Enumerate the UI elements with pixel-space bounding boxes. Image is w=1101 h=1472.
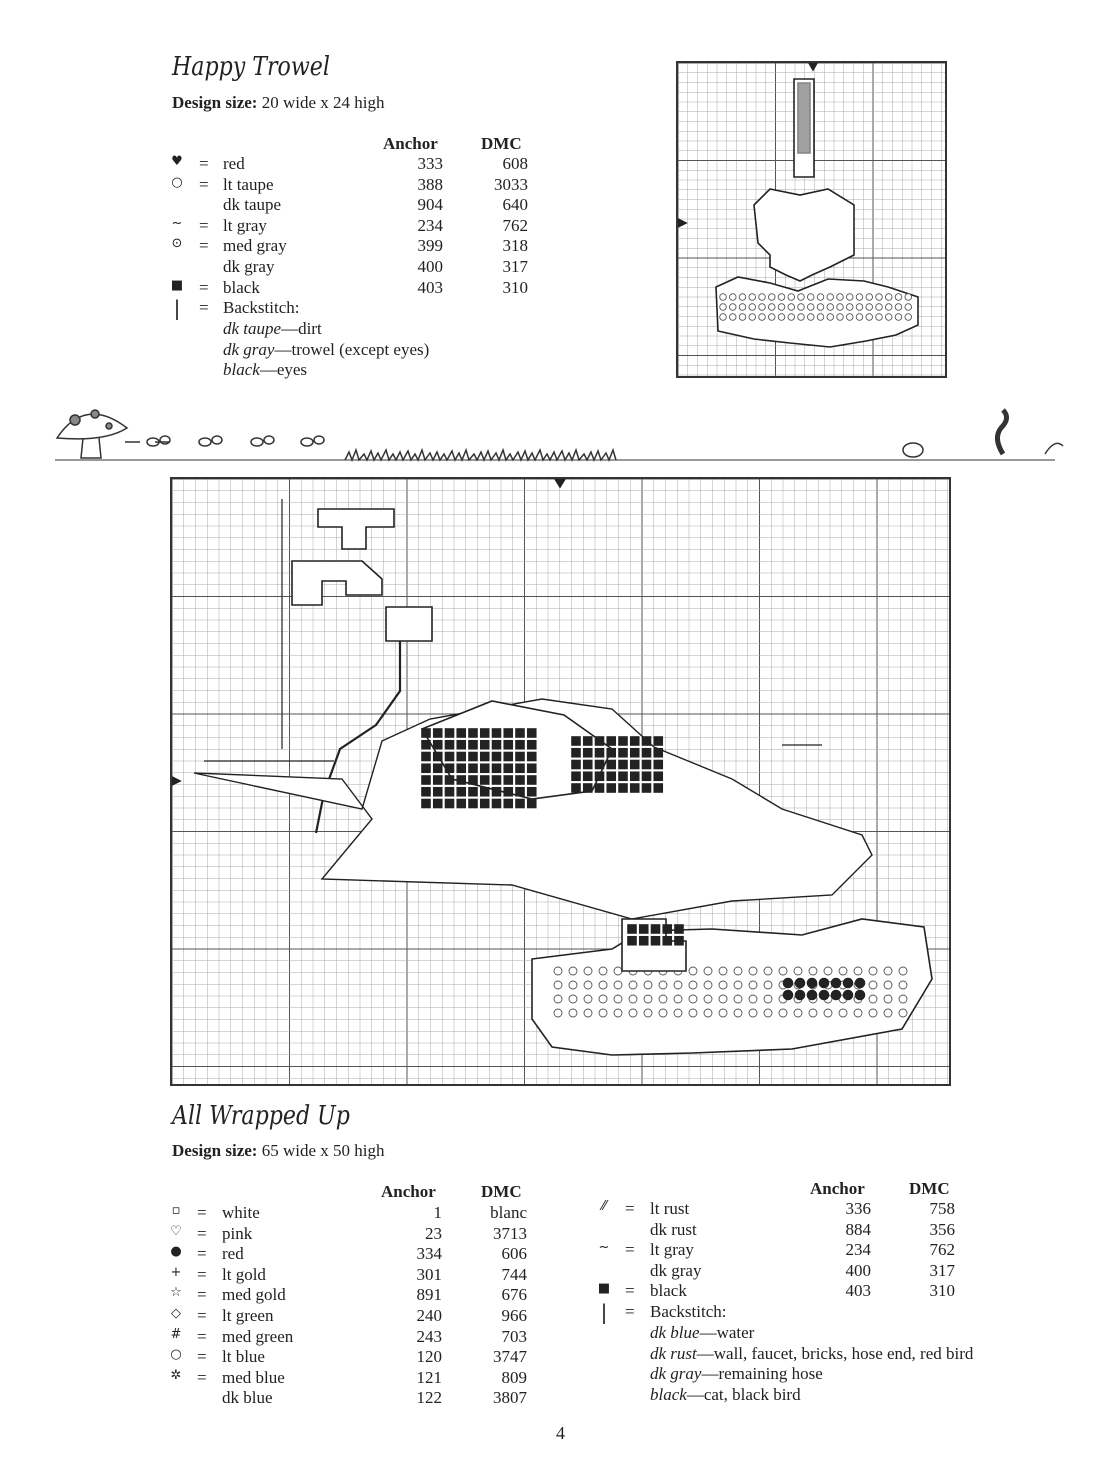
key-symbol-icon: ✲ <box>170 1367 182 1383</box>
key-color-name: black <box>650 1281 687 1301</box>
mushroom-stem-icon <box>81 438 101 458</box>
key-color-name: med blue <box>222 1367 285 1387</box>
key-color-name: dk gray <box>223 257 275 276</box>
key-color-name: pink <box>222 1223 253 1243</box>
wrapped-design-size <box>172 1141 385 1161</box>
key-color-name: red <box>223 154 245 173</box>
key-equals: = <box>625 1302 635 1321</box>
key-color-name: black <box>223 277 260 297</box>
worm-icon <box>997 410 1006 454</box>
page-number: 4 <box>556 1423 565 1443</box>
key-equals: = <box>197 1285 207 1305</box>
key-equals: = <box>197 1367 207 1387</box>
wrapped-chart-grid <box>172 479 949 1084</box>
key-anchor-number: 23 <box>425 1223 442 1243</box>
key-anchor-number: 234 <box>845 1240 871 1260</box>
mushroom-cap-icon <box>57 414 127 439</box>
key-equals: = <box>625 1199 635 1218</box>
backstitch-thread: black <box>650 1384 687 1404</box>
key-dmc-number: 762 <box>929 1240 955 1260</box>
key-symbol-icon: ■ <box>597 1281 611 1297</box>
key-symbol-icon: ♡ <box>170 1223 182 1239</box>
trowel-anchor-header: Anchor <box>383 134 438 153</box>
backstitch-thread: dk rust <box>650 1343 697 1363</box>
trowel-design-size <box>172 93 385 113</box>
key-dmc-number: 809 <box>501 1367 527 1387</box>
key-equals: = <box>197 1347 207 1367</box>
key-color-name: med gold <box>222 1285 286 1305</box>
key-equals: = <box>199 298 209 318</box>
key-anchor-number: 388 <box>417 174 443 194</box>
key-anchor-number: 403 <box>417 277 443 297</box>
trowel-chart-grid <box>678 63 945 376</box>
key-anchor-number: 301 <box>416 1264 442 1284</box>
trowel-motif <box>678 63 918 347</box>
ants-icon <box>147 436 324 446</box>
key-dmc-number: 3713 <box>493 1223 527 1243</box>
backstitch-thread: dk gray <box>650 1364 702 1384</box>
backstitch-use: —cat, black bird <box>686 1384 801 1404</box>
key-dmc-number: 356 <box>929 1219 955 1239</box>
key-row <box>0 1368 1101 1389</box>
key-dmc-number: 310 <box>502 277 528 297</box>
key-color-name: dk taupe <box>223 195 282 215</box>
key-equals: = <box>197 1244 207 1264</box>
key-color-name: lt gray <box>223 215 267 235</box>
key-equals: = <box>199 154 209 173</box>
key-color-name: med gray <box>223 236 287 256</box>
key-equals: = <box>199 174 209 194</box>
key-anchor-number: 121 <box>416 1367 442 1387</box>
key-anchor-number: 122 <box>416 1388 442 1408</box>
key-anchor-number: 234 <box>417 215 443 235</box>
key-anchor-number: 1 <box>433 1203 442 1222</box>
key-equals: = <box>197 1223 207 1243</box>
wrapped-anchor-header-left: Anchor <box>381 1182 436 1201</box>
backstitch-line <box>223 360 307 380</box>
key-anchor-number: 120 <box>416 1347 442 1367</box>
backstitch-thread: black <box>223 360 260 380</box>
trowel-title: Happy Trowel <box>172 52 330 82</box>
key-symbol-icon: ⊙ <box>171 236 183 252</box>
key-dmc-number: 676 <box>501 1285 527 1305</box>
key-color-name: lt rust <box>650 1199 690 1218</box>
key-anchor-number: 240 <box>416 1306 442 1325</box>
key-symbol-icon: ■ <box>170 277 184 293</box>
key-anchor-number: 891 <box>416 1285 442 1305</box>
backstitch-line <box>223 340 429 360</box>
key-anchor-number: 884 <box>845 1219 871 1239</box>
wrapped-title: All Wrapped Up <box>172 1101 350 1131</box>
key-dmc-number: 608 <box>502 154 528 173</box>
key-dmc-number: 966 <box>501 1306 527 1325</box>
key-equals: = <box>197 1306 207 1325</box>
backstitch-thread: dk taupe <box>223 319 282 338</box>
wrapped-anchor-header-right: Anchor <box>810 1179 865 1198</box>
grass-icon <box>345 450 616 460</box>
key-equals: = <box>625 1281 635 1301</box>
wrapped-dmc-header-left: DMC <box>481 1182 522 1201</box>
key-dmc-number: 3807 <box>493 1388 527 1408</box>
sprout-icon <box>1045 443 1063 454</box>
key-equals: = <box>197 1203 207 1222</box>
key-anchor-number: 904 <box>417 195 443 215</box>
key-symbol-icon: ☆ <box>170 1285 182 1301</box>
key-dmc-number: 3747 <box>493 1347 527 1367</box>
ladybug-icon <box>903 443 923 457</box>
backstitch-line <box>650 1344 973 1364</box>
key-symbol-icon: ▫ <box>171 1203 181 1218</box>
key-color-name: Backstitch: <box>223 298 300 318</box>
backstitch-line <box>650 1323 754 1343</box>
key-equals: = <box>625 1240 635 1260</box>
key-anchor-number: 336 <box>845 1199 871 1218</box>
key-dmc-number: 640 <box>502 195 528 215</box>
key-color-name: Backstitch: <box>650 1302 727 1321</box>
key-color-name: lt green <box>222 1306 274 1325</box>
backstitch-line <box>650 1385 801 1405</box>
key-color-name: white <box>222 1203 260 1222</box>
key-dmc-number: blanc <box>490 1203 527 1222</box>
trowel-chart <box>676 61 947 378</box>
key-row <box>0 1261 1101 1282</box>
backstitch-use: —eyes <box>259 360 308 380</box>
key-symbol-icon: ○ <box>170 1347 182 1363</box>
key-anchor-number: 243 <box>416 1326 442 1346</box>
backstitch-use: —remaining hose <box>701 1364 823 1384</box>
key-anchor-number: 400 <box>417 257 443 276</box>
key-symbol-icon: ○ <box>171 174 183 190</box>
wrapped-dmc-header-right: DMC <box>909 1179 950 1198</box>
key-dmc-number: 318 <box>502 236 528 256</box>
key-dmc-number: 744 <box>501 1264 527 1284</box>
key-color-name: med green <box>222 1326 294 1346</box>
key-color-name: dk blue <box>222 1388 273 1408</box>
design-size-label: Design size: <box>172 93 258 112</box>
design-size-value: 65 wide x 50 high <box>261 1141 385 1160</box>
key-symbol-icon: ♥ <box>171 154 183 169</box>
key-anchor-number: 400 <box>845 1260 871 1280</box>
key-dmc-number: 310 <box>929 1281 955 1301</box>
key-equals: = <box>197 1326 207 1346</box>
design-size-value: 20 wide x 24 high <box>261 93 385 112</box>
key-row <box>0 1281 1101 1302</box>
trowel-dmc-header: DMC <box>481 134 522 153</box>
key-dmc-number: 703 <box>501 1326 527 1346</box>
key-anchor-number: 403 <box>845 1281 871 1301</box>
backstitch-thread: dk gray <box>223 339 275 359</box>
key-equals: = <box>199 236 209 256</box>
key-color-name: lt gray <box>650 1240 694 1260</box>
key-symbol-icon: ● <box>170 1244 182 1260</box>
key-row <box>0 1388 1101 1409</box>
key-anchor-number: 334 <box>416 1244 442 1264</box>
key-row <box>0 1199 1101 1220</box>
key-color-name: lt gold <box>222 1264 266 1284</box>
key-dmc-number: 317 <box>502 257 528 276</box>
key-row <box>0 1240 1101 1261</box>
key-row <box>0 1302 1101 1323</box>
key-symbol-icon: ~ <box>598 1240 610 1256</box>
key-dmc-number: 3033 <box>494 174 528 194</box>
key-anchor-number: 333 <box>417 154 443 173</box>
wrapped-chart <box>170 477 951 1086</box>
key-symbol-icon: + <box>170 1264 182 1280</box>
key-symbol-icon: | <box>600 1300 608 1324</box>
key-dmc-number: 606 <box>501 1244 527 1264</box>
key-color-name: dk rust <box>650 1219 697 1239</box>
key-symbol-icon: | <box>173 296 181 321</box>
key-equals: = <box>197 1264 207 1284</box>
backstitch-line <box>650 1364 823 1384</box>
design-size-label: Design size: <box>172 1141 258 1160</box>
key-color-name: lt taupe <box>223 174 274 194</box>
key-color-name: lt blue <box>222 1347 265 1367</box>
key-symbol-icon: ⁄⁄ <box>601 1199 607 1214</box>
backstitch-use: —trowel (except eyes) <box>274 339 430 359</box>
key-dmc-number: 758 <box>929 1199 955 1218</box>
key-color-name: red <box>222 1244 244 1264</box>
backstitch-thread: dk blue <box>650 1323 700 1342</box>
key-equals: = <box>199 215 209 235</box>
key-anchor-number: 399 <box>417 236 443 256</box>
key-row <box>0 1220 1101 1241</box>
key-color-name: dk gray <box>650 1260 702 1280</box>
key-symbol-icon: ◇ <box>171 1306 181 1321</box>
backstitch-line <box>223 319 322 339</box>
key-dmc-number: 317 <box>929 1260 955 1280</box>
key-symbol-icon: # <box>170 1326 182 1342</box>
backstitch-use: —dirt <box>281 319 322 338</box>
backstitch-use: —wall, faucet, bricks, hose end, red bird <box>696 1343 974 1363</box>
garden-border-illustration <box>45 398 1075 470</box>
key-symbol-icon: ~ <box>171 215 183 231</box>
backstitch-use: —water <box>699 1323 755 1342</box>
key-dmc-number: 762 <box>502 215 528 235</box>
key-equals: = <box>199 277 209 297</box>
